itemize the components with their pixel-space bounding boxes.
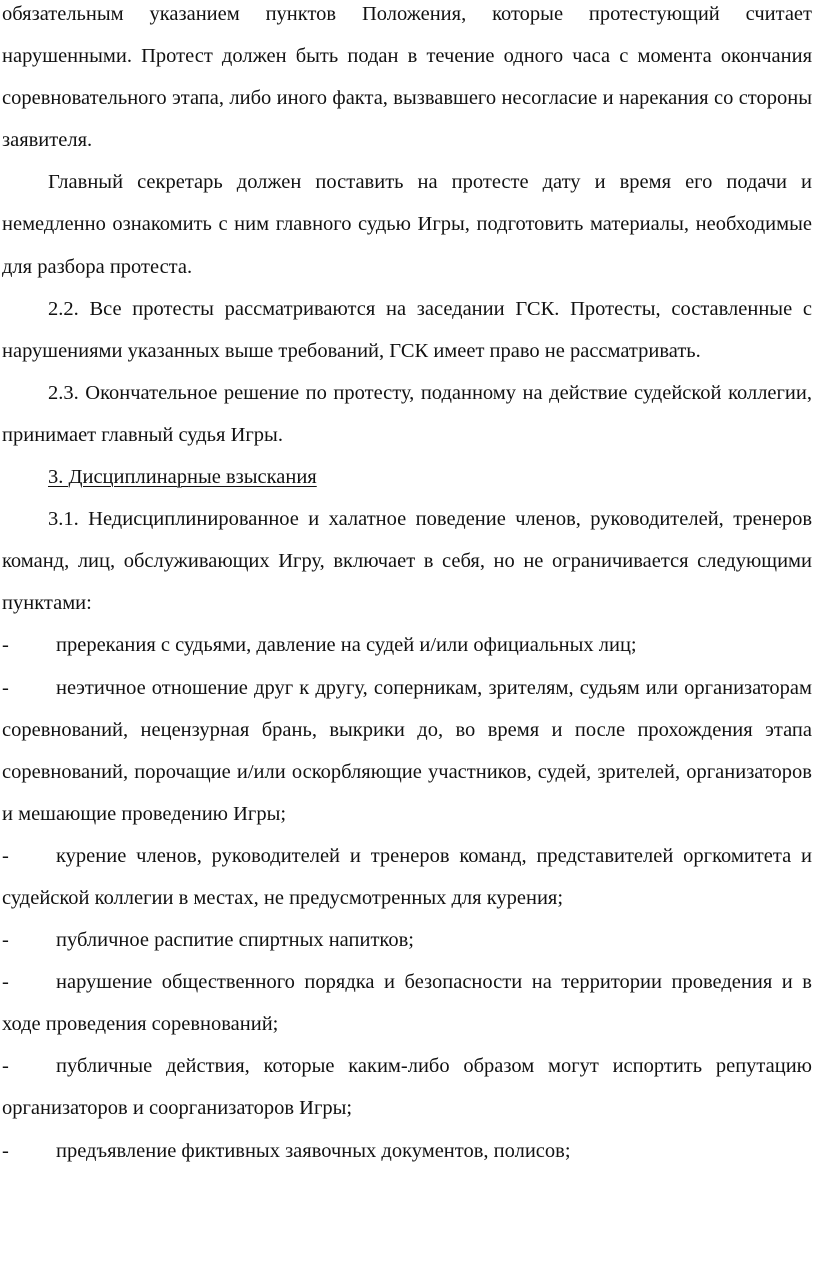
section-heading-text: 3. Дисциплинарные взыскания <box>48 466 317 489</box>
list-dash: - <box>2 676 9 699</box>
list-dash: - <box>2 971 9 994</box>
list-item <box>2 667 812 835</box>
list-dash: - <box>2 1055 9 1078</box>
paragraph-2-3: 2.3. Окончательное решение по протесту, поданному на действие судейской коллегии, принимает главный судья Игры. <box>2 381 812 446</box>
section-heading-disciplinary <box>2 456 812 498</box>
list-dash: - <box>2 929 9 952</box>
list-item <box>2 919 812 961</box>
list-item <box>2 1045 812 1129</box>
list-item <box>2 961 812 1045</box>
list-item-text: курение членов, руководителей и тренеров команд, представителей оргкомитета и судейской коллегии в местах, не предусмотренных для курения; <box>2 844 812 909</box>
list-dash: - <box>2 634 9 657</box>
list-item-text: публичное распитие спиртных напитков; <box>56 929 414 952</box>
list-dash: - <box>2 844 9 867</box>
list-item-text: нарушение общественного порядка и безопасности на территории проведения и в ходе проведения соревнований; <box>2 971 812 1036</box>
list-item <box>2 1130 812 1172</box>
list-dash: - <box>2 1139 9 1162</box>
list-item <box>2 835 812 919</box>
list-item-text: неэтичное отношение друг к другу, соперникам, зрителям, судьям или организаторам соревнований, нецензурная брань, выкрики до, во время и после прохождения этапа соревнований, порочащие и/или оскорбляющие участников, судей, зрителей, организаторов и мешающие проведению Игры; <box>2 676 812 825</box>
list-item <box>2 624 812 666</box>
list-item-text: публичные действия, которые каким-либо образом могут испортить репутацию организаторов и соорганизаторов Игры; <box>2 1055 812 1120</box>
paragraph-3-1: 3.1. Недисциплинированное и халатное поведение членов, руководителей, тренеров команд, лиц, обслуживающих Игру, включает в себя, но не ограничивается следующими пунктами: <box>2 508 812 615</box>
paragraph-protest-requirements: обязательным указанием пунктов Положения, которые протестующий считает нарушенными. Протест должен быть подан в течение одного часа с момента окончания соревновательного этапа, либо иного факта, вызвавшего несогласие и нарекания со стороны заявителя. <box>2 3 812 152</box>
list-item-text: пререкания с судьями, давление на судей и/или официальных лиц; <box>56 634 637 657</box>
paragraph-2-2: 2.2. Все протесты рассматриваются на заседании ГСК. Протесты, составленные с нарушениями указанных выше требований, ГСК имеет право не рассматривать. <box>2 297 812 362</box>
paragraph-chief-secretary: Главный секретарь должен поставить на протесте дату и время его подачи и немедленно ознакомить с ним главного судью Игры, подготовить материалы, необходимые для разбора протеста. <box>2 171 812 278</box>
list-item-text: предъявление фиктивных заявочных документов, полисов; <box>56 1139 571 1162</box>
